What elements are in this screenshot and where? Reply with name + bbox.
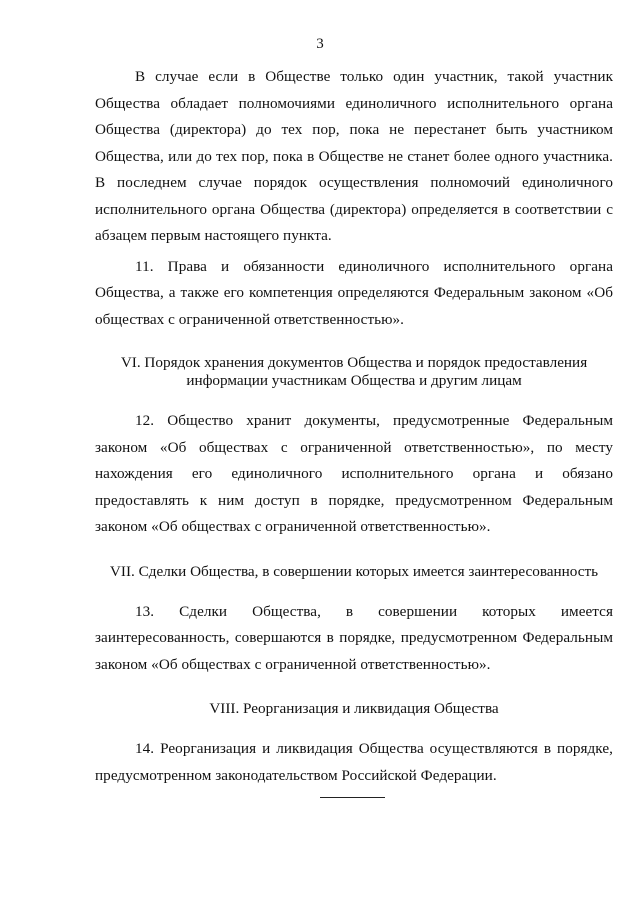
paragraph-13: 13. Сделки Общества, в совершении которых имеется заинтересованность, совершаются в порядке, предусмотренном Федеральным законом «Об обществах с ограниченной ответственностью». <box>95 602 613 673</box>
page-number: 3 <box>316 36 324 52</box>
section-heading-vii: VII. Сделки Общества, в совершении которых имеется заинтересованность <box>109 562 599 580</box>
section-heading-vi-line2: информации участникам Общества и другим лицам <box>186 372 522 389</box>
paragraph-14: 14. Реорганизация и ликвидация Общества осуществляются в порядке, предусмотренном законодательством Российской Федерации. <box>95 740 613 784</box>
section-heading-vi <box>95 354 613 390</box>
paragraph-12: 12. Общество хранит документы, предусмотренные Федеральным законом «Об обществах с ограниченной ответственностью», по месту нахождения его единоличного исполнительного органа и обязано предоставлять к ним доступ в порядке, предусмотренном Федеральным законом «Об обществах с ограниченной ответственностью». <box>95 412 613 535</box>
section-heading-viii: VIII. Реорганизация и ликвидация Общества <box>209 700 499 717</box>
section-heading-vi-line1: VI. Порядок хранения документов Общества и порядок предоставления <box>120 354 588 371</box>
paragraph-10-continuation: В случае если в Обществе только один участник, такой участник Общества обладает полномочиями единоличного исполнительного органа Общества (директора) до тех пор, пока не перестанет быть участником Общества, или до тех пор, пока в Обществе не станет более одного участника. В последнем случае порядок осуществления полномочий единоличного исполнительного органа Общества (директора) определяется в соответствии с абзацем первым настоящего пункта. <box>95 68 613 244</box>
paragraph-11: 11. Права и обязанности единоличного исполнительного органа Общества, а также его компетенция определяются Федеральным законом «Об обществах с ограниченной ответственностью». <box>95 257 613 328</box>
document-body <box>95 64 613 789</box>
end-rule <box>320 797 385 798</box>
